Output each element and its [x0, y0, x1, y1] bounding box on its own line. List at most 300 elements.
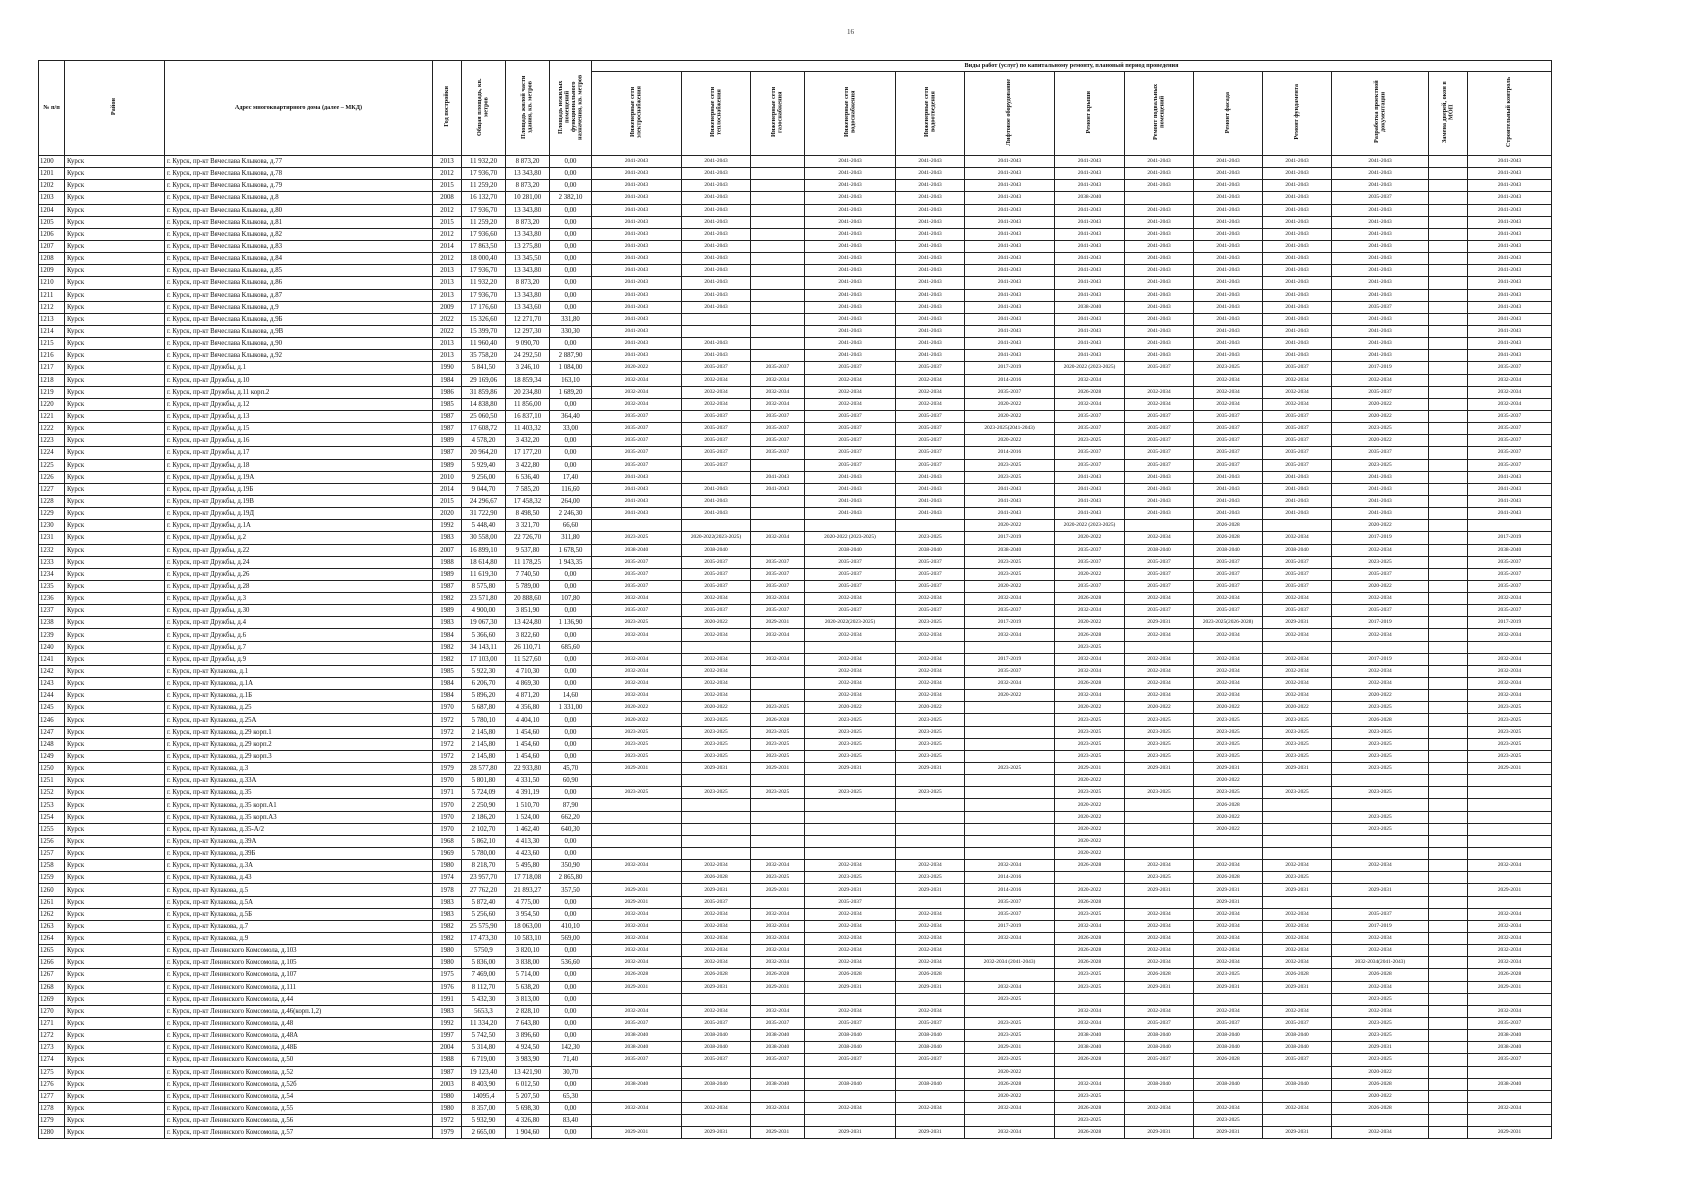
row-work-period: 2041-2043	[1332, 483, 1429, 495]
row-work-period: 2041-2043	[1468, 325, 1552, 337]
row-work-period: 2041-2043	[592, 289, 682, 301]
row-nonliving-area: 357,50	[550, 884, 592, 896]
row-work-period: 2041-2043	[1194, 338, 1263, 350]
row-address: г. Курск, пр-кт Кулакова, д.5А	[165, 896, 433, 908]
row-work-period: 2026-2028	[682, 969, 751, 981]
row-work-period: 2029-2031	[682, 763, 751, 775]
row-work-period: 2041-2043	[1468, 350, 1552, 362]
row-work-period: 2029-2031	[805, 1127, 896, 1139]
row-work-period: 2020-2022	[1055, 811, 1125, 823]
row-total-area: 9 044,70	[462, 483, 506, 495]
row-work-period: 2026-2028	[1263, 969, 1332, 981]
row-total-area: 14095,4	[462, 1090, 506, 1102]
row-work-period	[1429, 933, 1468, 945]
table-row	[39, 1078, 1552, 1090]
row-work-period: 2032-2034	[1468, 398, 1552, 410]
row-work-period: 2032-2034	[1125, 860, 1194, 872]
row-work-period	[1429, 787, 1468, 799]
row-work-period: 2041-2043	[1055, 168, 1125, 180]
row-work-period: 2026-2028	[1194, 872, 1263, 884]
row-year: 2003	[433, 1078, 462, 1090]
row-number: 1210	[39, 277, 65, 289]
row-work-period: 2041-2043	[896, 483, 965, 495]
row-number: 1256	[39, 835, 65, 847]
row-work-period: 2029-2031	[1125, 1127, 1194, 1139]
row-number: 1264	[39, 933, 65, 945]
row-work-period: 2032-2034	[592, 690, 682, 702]
row-address: г. Курск, пр-кт Вячеслава Клыкова, д.9Б	[165, 313, 433, 325]
row-work-period: 2029-2031	[682, 981, 751, 993]
row-work-period: 2041-2043	[965, 240, 1055, 252]
row-work-period	[1429, 714, 1468, 726]
row-work-period: 2035-2037	[805, 580, 896, 592]
row-rayon: Курск	[65, 775, 165, 787]
row-work-period: 2026-2028	[1055, 945, 1125, 957]
row-work-period	[1263, 835, 1332, 847]
row-work-period: 2032-2034	[682, 374, 751, 386]
row-address: г. Курск, пр-кт Дружбы, д.2	[165, 532, 433, 544]
row-work-period	[1429, 823, 1468, 835]
row-work-period: 2035-2037	[1468, 459, 1552, 471]
row-work-period	[1429, 386, 1468, 398]
row-work-period: 2032-2034	[1468, 957, 1552, 969]
row-year: 2015	[433, 180, 462, 192]
row-work-period	[1429, 799, 1468, 811]
row-address: г. Курск, пр-кт Ленинского Комсомола, д.48	[165, 1017, 433, 1029]
row-address: г. Курск, пр-кт Кулакова, д.35-А/2	[165, 823, 433, 835]
row-work-period: 2032-2034	[1194, 665, 1263, 677]
row-work-period: 2041-2043	[592, 277, 682, 289]
row-rayon: Курск	[65, 313, 165, 325]
header-address: Адрес многоквартирного дома (далее – МКД)	[165, 61, 433, 156]
row-work-period: 2032-2034	[1263, 398, 1332, 410]
table-row	[39, 641, 1552, 653]
row-nonliving-area: 0,00	[550, 338, 592, 350]
row-work-period: 2035-2037	[1125, 568, 1194, 580]
row-work-period: 2035-2037	[1125, 459, 1194, 471]
row-living-area: 3 321,70	[506, 520, 550, 532]
row-nonliving-area: 640,30	[550, 823, 592, 835]
row-number: 1232	[39, 544, 65, 556]
row-work-period	[1429, 338, 1468, 350]
row-year: 2012	[433, 168, 462, 180]
row-work-period: 2023-2025	[1263, 738, 1332, 750]
row-rayon: Курск	[65, 325, 165, 337]
row-year: 1979	[433, 1127, 462, 1139]
row-work-period	[1429, 593, 1468, 605]
row-rayon: Курск	[65, 690, 165, 702]
row-work-period: 2023-2025	[965, 1030, 1055, 1042]
row-work-period: 2032-2034	[965, 1102, 1055, 1114]
row-year: 1979	[433, 763, 462, 775]
row-work-period: 2032-2034	[1263, 933, 1332, 945]
row-work-period: 2038-2040	[751, 1078, 805, 1090]
row-work-period: 2038-2040	[1194, 544, 1263, 556]
row-work-period: 2032-2034	[1332, 1127, 1429, 1139]
row-work-period	[1429, 447, 1468, 459]
row-nonliving-area: 0,00	[550, 993, 592, 1005]
row-work-period: 2029-2031	[1125, 617, 1194, 629]
row-living-area: 22 726,70	[506, 532, 550, 544]
row-work-period: 2023-2025	[1332, 459, 1429, 471]
row-work-period: 2029-2031	[1263, 884, 1332, 896]
capital-repair-table	[38, 60, 1552, 1139]
row-total-area: 5 256,60	[462, 908, 506, 920]
row-year: 1980	[433, 957, 462, 969]
row-work-period: 2032-2034	[592, 629, 682, 641]
row-work-period: 2035-2037	[965, 605, 1055, 617]
row-work-period	[751, 338, 805, 350]
row-rayon: Курск	[65, 629, 165, 641]
row-address: г. Курск, пр-кт Вячеслава Клыкова, д.80	[165, 204, 433, 216]
row-work-period	[1429, 374, 1468, 386]
row-work-period: 2032-2034	[751, 653, 805, 665]
row-rayon: Курск	[65, 459, 165, 471]
row-nonliving-area: 0,00	[550, 1078, 592, 1090]
row-work-period: 2041-2043	[896, 495, 965, 507]
row-work-period: 2041-2043	[1263, 325, 1332, 337]
row-living-area: 17 458,32	[506, 495, 550, 507]
header-work-11: Замена дверей, окон в МОП	[1429, 72, 1468, 156]
row-work-period	[965, 811, 1055, 823]
row-work-period	[1429, 532, 1468, 544]
row-work-period: 2029-2031	[1263, 617, 1332, 629]
row-work-period	[1429, 192, 1468, 204]
row-work-period: 2032-2034	[896, 1102, 965, 1114]
row-work-period	[965, 738, 1055, 750]
row-work-period: 2041-2043	[965, 168, 1055, 180]
row-work-period	[592, 848, 682, 860]
row-work-period: 2020-2022	[1055, 532, 1125, 544]
row-work-period: 2041-2043	[1263, 204, 1332, 216]
row-living-area: 20 888,60	[506, 593, 550, 605]
row-total-area: 2 186,20	[462, 811, 506, 823]
row-living-area: 11 178,25	[506, 556, 550, 568]
row-work-period: 2023-2025(2026-2028)	[1194, 617, 1263, 629]
row-work-period: 2023-2025	[592, 787, 682, 799]
row-year: 2014	[433, 483, 462, 495]
row-work-period: 2032-2034	[896, 653, 965, 665]
row-rayon: Курск	[65, 520, 165, 532]
row-work-period: 2041-2043	[592, 156, 682, 168]
row-work-period: 2032-2034	[965, 860, 1055, 872]
row-work-period: 2032-2034	[1263, 860, 1332, 872]
row-living-area: 4 871,20	[506, 690, 550, 702]
row-rayon: Курск	[65, 156, 165, 168]
row-work-period: 2032-2034	[751, 945, 805, 957]
row-work-period	[1429, 1090, 1468, 1102]
row-rayon: Курск	[65, 435, 165, 447]
table-row	[39, 1066, 1552, 1078]
row-living-area: 3 432,20	[506, 435, 550, 447]
row-total-area: 11 259,20	[462, 216, 506, 228]
row-work-period: 2041-2043	[1263, 289, 1332, 301]
row-work-period	[751, 313, 805, 325]
row-work-period: 2032-2034	[682, 860, 751, 872]
row-work-period: 2023-2025	[1125, 787, 1194, 799]
row-work-period: 2032-2034	[751, 629, 805, 641]
row-total-area: 19 067,30	[462, 617, 506, 629]
row-nonliving-area: 0,00	[550, 787, 592, 799]
row-work-period: 2035-2037	[1055, 544, 1125, 556]
row-work-period: 2035-2037	[1468, 580, 1552, 592]
row-number: 1253	[39, 799, 65, 811]
row-work-period: 2035-2037	[805, 896, 896, 908]
row-nonliving-area: 569,00	[550, 933, 592, 945]
row-work-period: 2014-2016	[965, 374, 1055, 386]
row-total-area: 11 932,20	[462, 277, 506, 289]
row-work-period: 2029-2031	[592, 1127, 682, 1139]
row-work-period	[805, 823, 896, 835]
row-work-period: 2032-2034	[682, 593, 751, 605]
row-work-period: 2023-2025	[751, 872, 805, 884]
row-work-period	[1263, 811, 1332, 823]
header-work-5: Лифтовое оборудование	[965, 72, 1055, 156]
row-living-area: 12 271,70	[506, 313, 550, 325]
row-work-period: 2041-2043	[805, 192, 896, 204]
row-nonliving-area: 0,00	[550, 908, 592, 920]
row-living-area: 4 326,80	[506, 1115, 550, 1127]
row-work-period: 2035-2037	[896, 447, 965, 459]
row-work-period: 2041-2043	[965, 204, 1055, 216]
row-year: 2012	[433, 228, 462, 240]
row-work-period: 2035-2037	[751, 362, 805, 374]
row-work-period: 2035-2037	[1468, 605, 1552, 617]
row-number: 1229	[39, 508, 65, 520]
row-nonliving-area: 0,00	[550, 398, 592, 410]
row-nonliving-area: 0,00	[550, 896, 592, 908]
row-work-period: 2023-2025	[1125, 726, 1194, 738]
row-work-period: 2032-2034	[896, 386, 965, 398]
row-work-period: 2032-2034	[1125, 1102, 1194, 1114]
row-work-period: 2041-2043	[805, 168, 896, 180]
row-work-period: 2023-2025	[1055, 435, 1125, 447]
row-work-period	[751, 811, 805, 823]
table-row	[39, 665, 1552, 677]
row-work-period	[965, 835, 1055, 847]
row-total-area: 15 326,60	[462, 313, 506, 325]
row-total-area: 17 936,70	[462, 289, 506, 301]
row-work-period	[1429, 702, 1468, 714]
row-work-period: 2032-2034	[1263, 957, 1332, 969]
row-nonliving-area: 0,00	[550, 156, 592, 168]
row-work-period: 2020-2022	[1055, 823, 1125, 835]
row-living-area: 5 638,20	[506, 981, 550, 993]
row-work-period: 2038-2040	[592, 1030, 682, 1042]
row-work-period: 2038-2040	[1055, 192, 1125, 204]
row-work-period: 2035-2037	[896, 435, 965, 447]
row-address: г. Курск, пр-кт Ленинского Комсомола, д.105	[165, 957, 433, 969]
row-work-period: 2041-2043	[896, 192, 965, 204]
row-work-period: 2038-2040	[896, 544, 965, 556]
row-number: 1276	[39, 1078, 65, 1090]
row-year: 1984	[433, 690, 462, 702]
row-work-period: 2035-2037	[896, 1054, 965, 1066]
row-work-period	[682, 1066, 751, 1078]
table-row	[39, 568, 1552, 580]
row-work-period: 2041-2043	[1125, 253, 1194, 265]
row-work-period: 2035-2037	[1194, 447, 1263, 459]
row-work-period	[1263, 1066, 1332, 1078]
row-work-period	[751, 1090, 805, 1102]
row-work-period: 2029-2031	[1194, 981, 1263, 993]
row-work-period: 2020-2022	[965, 410, 1055, 422]
row-nonliving-area: 0,00	[550, 750, 592, 762]
row-work-period: 2023-2025	[1263, 872, 1332, 884]
row-work-period: 2035-2037	[896, 362, 965, 374]
row-work-period	[1429, 180, 1468, 192]
row-work-period: 2038-2040	[682, 1030, 751, 1042]
row-work-period	[896, 799, 965, 811]
row-address: г. Курск, пр-кт Ленинского Комсомола, д.52б	[165, 1078, 433, 1090]
row-work-period: 2023-2025	[1055, 1115, 1125, 1127]
row-nonliving-area: 0,00	[550, 605, 592, 617]
row-year: 1970	[433, 811, 462, 823]
row-living-area: 8 873,20	[506, 216, 550, 228]
row-nonliving-area: 1 136,90	[550, 617, 592, 629]
row-work-period: 2029-2031	[1055, 763, 1125, 775]
row-work-period: 2032-2034	[1194, 593, 1263, 605]
row-work-period: 2017-2019	[1332, 653, 1429, 665]
row-work-period	[965, 945, 1055, 957]
row-living-area: 3 422,80	[506, 459, 550, 471]
row-address: г. Курск, пр-кт Кулакова, д.29 корп.3	[165, 750, 433, 762]
row-work-period	[592, 641, 682, 653]
row-work-period: 2041-2043	[805, 301, 896, 313]
row-number: 1274	[39, 1054, 65, 1066]
row-work-period: 2032-2034	[592, 653, 682, 665]
row-work-period: 2041-2043	[682, 228, 751, 240]
row-work-period: 2041-2043	[592, 508, 682, 520]
table-row	[39, 253, 1552, 265]
row-work-period: 2041-2043	[592, 338, 682, 350]
row-work-period: 2041-2043	[1125, 350, 1194, 362]
row-work-period	[682, 471, 751, 483]
row-rayon: Курск	[65, 1066, 165, 1078]
row-number: 1249	[39, 750, 65, 762]
row-work-period	[965, 726, 1055, 738]
row-work-period: 2041-2043	[1263, 192, 1332, 204]
row-work-period: 2041-2043	[1332, 313, 1429, 325]
row-work-period: 2035-2037	[1194, 410, 1263, 422]
row-total-area: 2 102,70	[462, 823, 506, 835]
row-work-period: 2023-2025	[1125, 738, 1194, 750]
row-rayon: Курск	[65, 1054, 165, 1066]
row-rayon: Курск	[65, 240, 165, 252]
table-header-row-1	[39, 61, 1552, 72]
table-row	[39, 872, 1552, 884]
row-work-period: 2041-2043	[805, 338, 896, 350]
row-work-period	[896, 835, 965, 847]
row-work-period: 2041-2043	[1125, 289, 1194, 301]
row-living-area: 10 281,00	[506, 192, 550, 204]
row-work-period	[592, 1066, 682, 1078]
row-living-area: 10 583,10	[506, 933, 550, 945]
row-work-period	[682, 848, 751, 860]
row-work-period: 2041-2043	[1263, 265, 1332, 277]
row-work-period: 2032-2034	[1468, 374, 1552, 386]
row-year: 2008	[433, 192, 462, 204]
row-address: г. Курск, пр-кт Кулакова, д.29 корп.1	[165, 726, 433, 738]
table-row	[39, 289, 1552, 301]
row-work-period	[1429, 1102, 1468, 1114]
row-work-period	[965, 787, 1055, 799]
row-work-period: 2035-2037	[805, 435, 896, 447]
row-rayon: Курск	[65, 908, 165, 920]
row-work-period: 2032-2034	[805, 1005, 896, 1017]
row-work-period	[805, 1115, 896, 1127]
row-year: 1983	[433, 1005, 462, 1017]
row-total-area: 25 060,50	[462, 410, 506, 422]
row-work-period: 2032-2034	[805, 629, 896, 641]
row-work-period: 2035-2037	[805, 362, 896, 374]
row-work-period	[1263, 1090, 1332, 1102]
row-work-period: 2020-2022	[1194, 702, 1263, 714]
row-work-period: 2041-2043	[1332, 338, 1429, 350]
row-work-period: 2020-2022	[965, 435, 1055, 447]
row-work-period: 2032-2034	[592, 920, 682, 932]
row-work-period: 2041-2043	[1263, 240, 1332, 252]
row-work-period: 2023-2025	[751, 750, 805, 762]
row-year: 2012	[433, 204, 462, 216]
row-work-period: 2041-2043	[805, 325, 896, 337]
row-work-period: 2035-2037	[592, 423, 682, 435]
row-work-period: 2023-2025	[751, 787, 805, 799]
row-work-period: 2032-2034	[896, 398, 965, 410]
row-work-period: 2041-2043	[965, 483, 1055, 495]
row-address: г. Курск, пр-кт Вячеслава Клыкова, д.77	[165, 156, 433, 168]
row-work-period: 2023-2025	[896, 738, 965, 750]
row-work-period: 2041-2043	[1125, 301, 1194, 313]
row-work-period	[751, 848, 805, 860]
row-rayon: Курск	[65, 362, 165, 374]
row-work-period: 2041-2043	[1055, 156, 1125, 168]
row-work-period: 2014-2016	[965, 447, 1055, 459]
row-year: 1969	[433, 848, 462, 860]
row-work-period: 2032-2034	[805, 386, 896, 398]
row-work-period	[1468, 872, 1552, 884]
row-work-period: 2032-2034	[805, 933, 896, 945]
row-rayon: Курск	[65, 714, 165, 726]
row-work-period	[965, 1005, 1055, 1017]
row-work-period: 2020-2022	[965, 520, 1055, 532]
row-year: 1978	[433, 884, 462, 896]
row-rayon: Курск	[65, 1127, 165, 1139]
row-work-period: 2023-2025	[1468, 738, 1552, 750]
row-work-period: 2020-2022	[1055, 848, 1125, 860]
row-work-period: 2032-2034	[896, 860, 965, 872]
row-address: г. Курск, пр-кт Кулакова, д.5	[165, 884, 433, 896]
row-address: г. Курск, пр-кт Дружбы, д.19Б	[165, 483, 433, 495]
row-work-period: 2041-2043	[805, 180, 896, 192]
row-work-period: 2035-2037	[682, 580, 751, 592]
row-year: 2015	[433, 495, 462, 507]
row-work-period: 2032-2034	[1332, 593, 1429, 605]
capital-repair-table-sheet	[38, 60, 1552, 1139]
row-work-period: 2023-2025	[1332, 1054, 1429, 1066]
header-work-7: Ремонт подвальных помещений	[1125, 72, 1194, 156]
row-work-period: 2032-2034	[592, 908, 682, 920]
row-work-period: 2041-2043	[805, 228, 896, 240]
row-work-period: 2035-2037	[805, 568, 896, 580]
row-work-period: 2032-2034	[1263, 665, 1332, 677]
row-work-period: 2029-2031	[1263, 1127, 1332, 1139]
row-work-period: 2041-2043	[1468, 253, 1552, 265]
row-work-period: 2029-2031	[896, 884, 965, 896]
row-number: 1272	[39, 1030, 65, 1042]
row-number: 1278	[39, 1102, 65, 1114]
row-total-area: 6 206,70	[462, 678, 506, 690]
